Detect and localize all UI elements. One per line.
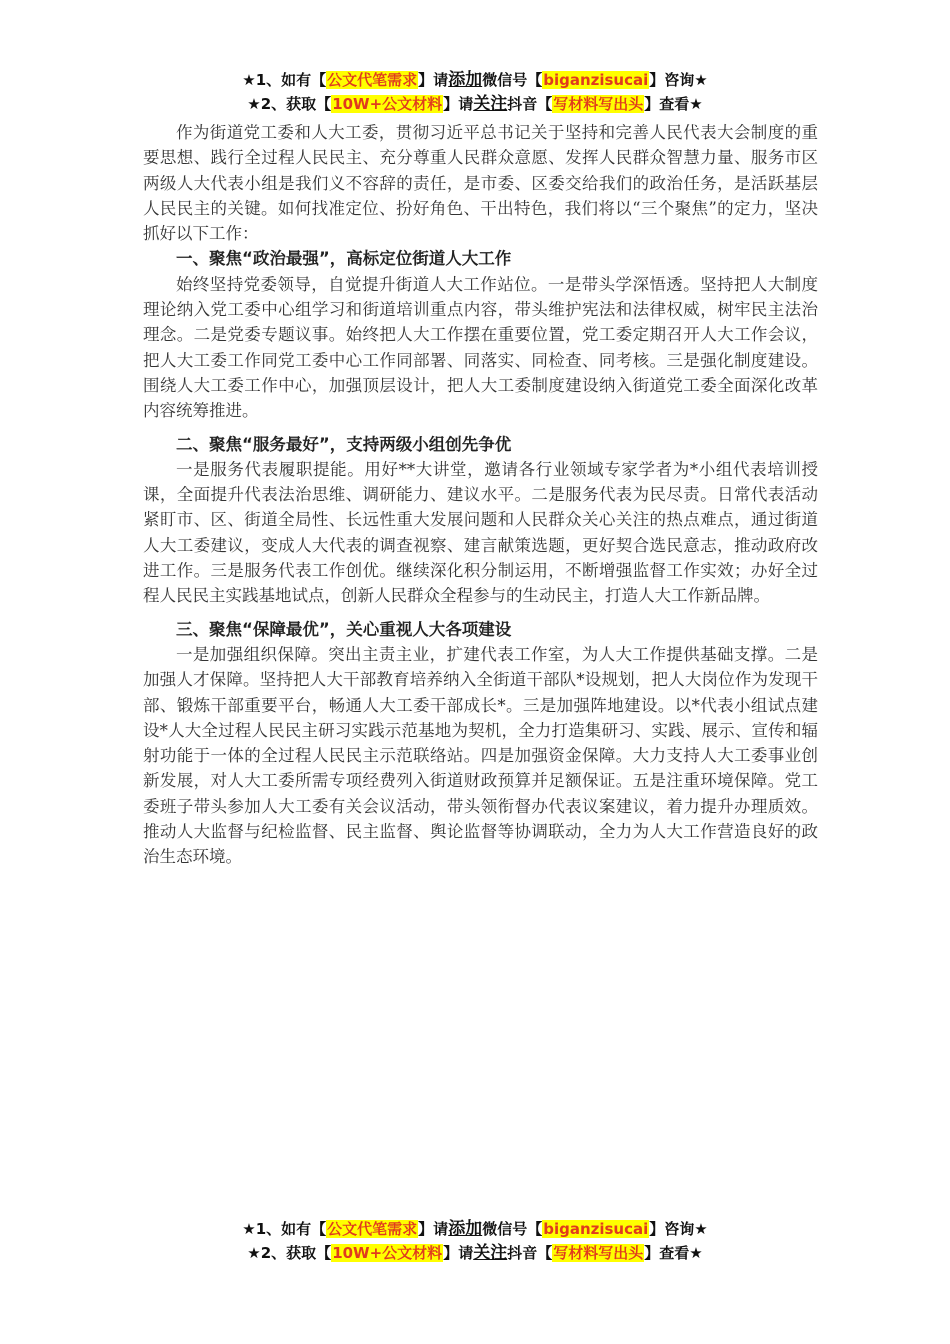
section-1-heading: 一、聚焦“政治最强”，高标定位街道人大工作 — [176, 249, 512, 269]
banner-highlight-wechat: biganzisucai — [543, 71, 649, 89]
intro-paragraph: 作为街道党工委和人大工委，贯彻习近平总书记关于坚持和完善人民代表大会制度的重要思想、践行全过程人民民主、充分尊重人民群众意愿、发挥人民群众智慧力量、服务市区两级人大代表小组是我们义不容辞的责任，是市委、区委交给我们的政治任务，是活跃基层人民民主的关键。如何找准定位、扮好角色、干出特色，我们将以“三个聚焦”的定力，坚决抓好以下工作： — [143, 123, 818, 244]
banner-highlight-materials: 10W+公文材料 — [332, 95, 443, 113]
banner-highlight-materials: 10W+公文材料 — [332, 1244, 443, 1262]
banner-line-1: ★1、如有【公文代笔需求】请添加微信号【biganzisucai】咨询★ — [242, 70, 708, 90]
banner-highlight-service: 公文代笔需求 — [327, 1220, 418, 1238]
banner-highlight-service: 公文代笔需求 — [327, 71, 418, 89]
banner-line-1: ★1、如有【公文代笔需求】请添加微信号【biganzisucai】咨询★ — [242, 1219, 708, 1239]
bottom-banner — [0, 1217, 950, 1265]
section-3-body: 一是加强组织保障。突出主责主业，扩建代表工作室，为人大工作提供基础支撑。二是加强人才保障。坚持把人大干部教育培养纳入全街道干部队*设规划，把人大岗位作为发现干部、锻炼干部重要平台，畅通人大工委干部成长*。三是加强阵地建设。以*代表小组试点建设*人大全过程人民民主研习实践示范基地为契机，全力打造集研习、实践、展示、宣传和辐射功能于一体的全过程人民民主示范联络站。四是加强资金保障。大力支持人大工委事业创新发展，对人大工委所需专项经费列入街道财政预算并足额保证。五是注重环境保障。党工委班子带头参加人大工委有关会议活动，带头领衔督办代表议案建议，着力提升办理质效。推动人大监督与纪检监督、民主监督、舆论监督等协调联动，全力为人大工作营造良好的政治生态环境。 — [143, 644, 818, 867]
section-3-heading: 三、聚焦“保障最优”，关心重视人大各项建设 — [176, 619, 512, 639]
banner-highlight-douyin: 写材料写出头 — [553, 1244, 644, 1262]
article-body — [143, 120, 818, 870]
banner-line-2: ★2、获取【10W+公文材料】请关注抖音【写材料写出头】查看★ — [247, 1243, 703, 1263]
banner-highlight-douyin: 写材料写出头 — [553, 95, 644, 113]
banner-line-2: ★2、获取【10W+公文材料】请关注抖音【写材料写出头】查看★ — [247, 94, 703, 114]
banner-highlight-wechat: biganzisucai — [543, 1220, 649, 1238]
section-2-body: 一是服务代表履职提能。用好**大讲堂，邀请各行业领域专家学者为*小组代表培训授课，全面提升代表法治思维、调研能力、建议水平。二是服务代表为民尽责。日常代表活动紧盯市、区、街道全局性、长远性重大发展问题和人民群众关心关注的热点难点，通过街道人大工委建议，变成人大代表的调查视察、建言献策选题，更好契合选民意志，推动政府改进工作。三是服务代表工作创优。继续深化积分制运用，不断增强监督工作实效；办好全过程人民民主实践基地试点，创新人民群众全程参与的生动民主，打造人大工作新品牌。 — [143, 459, 818, 606]
top-banner — [0, 68, 950, 116]
section-1-body: 始终坚持党委领导，自觉提升街道人大工作站位。一是带头学深悟透。坚持把人大制度理论纳入党工委中心组学习和街道培训重点内容，带头维护宪法和法律权威，树牢民主法治理念。二是党委专题议事。始终把人大工作摆在重要位置，党工委定期召开人大工作会议，把人大工委工作同党工委中心工作同部署、同落实、同检查、同考核。三是强化制度建设。围绕人大工委工作中心，加强顶层设计，把人大工委制度建设纳入街道党工委全面深化改革内容统筹推进。 — [143, 274, 818, 421]
section-2-heading: 二、聚焦“服务最好”，支持两级小组创先争优 — [176, 434, 512, 454]
